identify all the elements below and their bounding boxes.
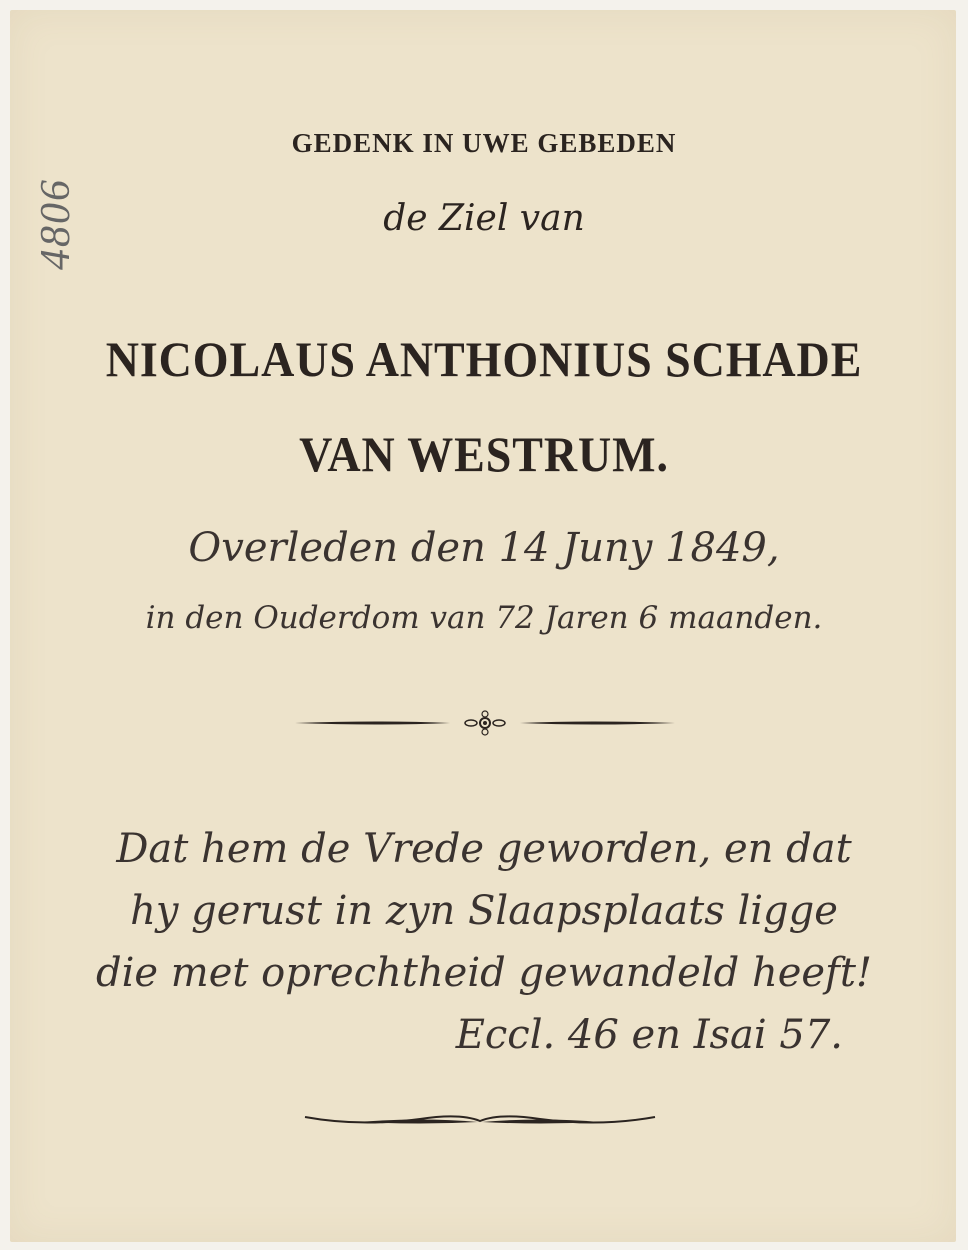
verse-line-1: Dat hem de Vrede geworden, en dat <box>116 826 852 872</box>
header-line-1: GEDENK IN UWE GEBEDEN <box>291 128 677 158</box>
scripture-reference: Eccl. 46 en Isai 57. <box>455 1012 843 1058</box>
bottom-flourish <box>300 1105 660 1135</box>
verse-line-3: die met oprechtheid gewandeld heeft! <box>95 950 872 996</box>
inventory-number: 4806 <box>33 178 79 270</box>
ornament-divider <box>290 708 680 738</box>
header-line-2: de Ziel van <box>383 198 585 239</box>
verse-line-2: hy gerust in zyn Slaapsplaats ligge <box>130 888 838 934</box>
deceased-name-line-2: VAN WESTRUM. <box>299 426 669 482</box>
age-at-death: in den Ouderdom van 72 Jaren 6 maanden. <box>145 600 823 636</box>
deceased-name-line-1: NICOLAUS ANTHONIUS SCHADE <box>105 331 863 387</box>
death-date: Overleden den 14 Juny 1849, <box>188 525 780 571</box>
